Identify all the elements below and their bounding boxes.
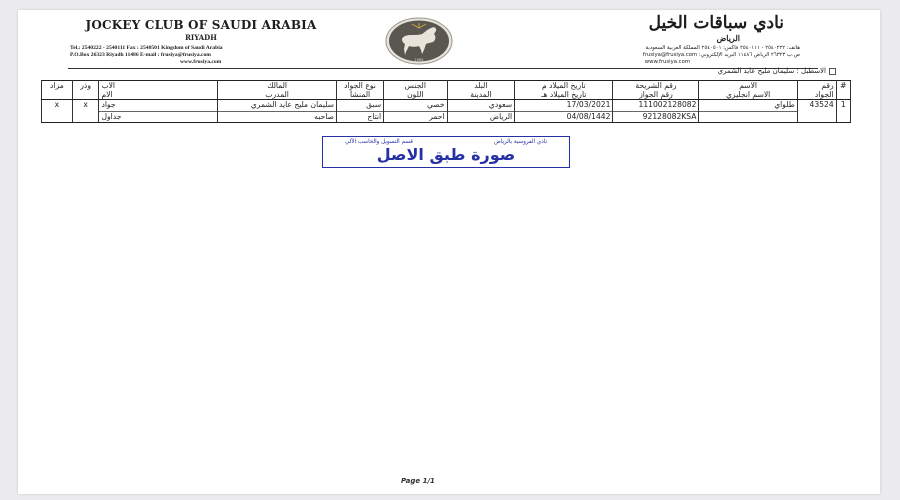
- cell-auction: x: [42, 100, 73, 112]
- table-row: [42, 112, 851, 123]
- horse-table: [41, 80, 851, 123]
- col-dam: الام: [99, 90, 218, 100]
- col-wthr-sub: [72, 90, 99, 100]
- document-page: [18, 10, 880, 494]
- col-index-sub: [836, 90, 850, 100]
- col-sex: الجنس: [384, 81, 447, 91]
- address-en: P.O.Box 26323 Riyadh 11486 E-mail : frusiya@frusiya.com: [70, 52, 211, 58]
- col-type: نوع الجواد: [337, 81, 384, 91]
- col-dob: تاريخ الميلاد م: [515, 81, 613, 91]
- cell-type: سبق: [337, 100, 384, 112]
- col-owner: المالك: [218, 81, 337, 91]
- col-auction-sub: [42, 90, 73, 100]
- col-name-en: الاسم انجليزي: [699, 90, 797, 100]
- col-city: المدينة: [447, 90, 515, 100]
- cell-chip: 111002128082: [613, 100, 699, 112]
- certified-copy-stamp: [322, 136, 570, 168]
- club-logo: [384, 16, 454, 66]
- cell-empty: [42, 112, 73, 123]
- header-arabic: [500, 14, 800, 66]
- cell-name-en: [699, 112, 797, 123]
- cell-city: الرياض: [447, 112, 515, 123]
- address-ar: ص.ب ٢٦٣٢٣ الرياض ١١٤٨٦ البريد الإلكتروني: frusiya@frusiya.com: [642, 52, 800, 58]
- cell-index: 1: [836, 100, 850, 112]
- website-ar: www.frusiya.com: [644, 59, 690, 65]
- cell-country: سعودي: [447, 100, 515, 112]
- col-color: اللون: [384, 90, 447, 100]
- col-dob-hijri: تاريخ الميلاد هـ: [515, 90, 613, 100]
- cell-dob: 17/03/2021: [515, 100, 613, 112]
- table-header-row: [42, 81, 851, 91]
- page-number: Page 1/1: [401, 477, 435, 485]
- website-en: www.frusiya.com: [180, 59, 222, 65]
- cell-dam: جداول: [99, 112, 218, 123]
- contact-ar: هاتف: ٢٥٤٠٢٢٢ - ٢٥٤٠١١١ فاكس: ٢٥٤٠٥٠١ المملكة العربية السعودية: [645, 45, 800, 51]
- checkbox-icon: [829, 68, 836, 75]
- stamp-org: نادي الفروسية بالرياض: [493, 139, 547, 145]
- club-name-ar: نادي سباقات الخيل: [648, 13, 784, 33]
- col-auction: مزاد: [42, 81, 73, 91]
- cell-color: احمر: [384, 112, 447, 123]
- header-english: [70, 18, 370, 66]
- cell-passport: 92128082KSA: [613, 112, 699, 123]
- club-city-en: RIYADH: [185, 33, 217, 42]
- contact-en: Tel.: 2540222 - 2540111 Fax : 2540501 Kingdom of Saudi Arabia: [70, 45, 223, 51]
- header-divider: [68, 68, 818, 69]
- cell-empty: [72, 112, 99, 123]
- cell-owner: سليمان مليح عايد الشمري: [218, 100, 337, 112]
- table-row: [42, 100, 851, 112]
- col-name: الاسم: [699, 81, 797, 91]
- cell-empty: [797, 112, 836, 123]
- table-header-row: [42, 90, 851, 100]
- cell-empty: [836, 112, 850, 123]
- col-country: البلد: [447, 81, 515, 91]
- cell-horse-number: 43524: [797, 100, 836, 112]
- club-name-en: JOCKEY CLUB OF SAUDI ARABIA: [85, 18, 317, 32]
- col-index: #: [836, 81, 850, 91]
- club-city-ar: الرياض: [716, 33, 740, 43]
- col-trainer: المدرب: [218, 90, 337, 100]
- col-horse: الجواد: [797, 90, 836, 100]
- logo-year: 1965: [414, 58, 424, 62]
- col-chip: رقم الشريحة: [613, 81, 699, 91]
- cell-horse-name: طلواي: [699, 100, 797, 112]
- col-number: رقم: [797, 81, 836, 91]
- cell-origin: انتاج: [337, 112, 384, 123]
- stamp-dept: قسم التسويل والحاسب الآلي: [345, 139, 413, 145]
- cell-sire: جواد: [99, 100, 218, 112]
- cell-trainer: صاحبه: [218, 112, 337, 123]
- stamp-text: صورة طبق الاصل: [376, 145, 516, 164]
- cell-dob-hijri: 04/08/1442: [515, 112, 613, 123]
- col-wthr: وذر: [72, 81, 99, 91]
- cell-sex: خصي: [384, 100, 447, 112]
- col-passport: رقم الجواز: [613, 90, 699, 100]
- stable-label: [718, 67, 836, 75]
- stable-text: الاسطبل : سليمان مليح عايد الشمري: [717, 67, 826, 75]
- col-origin: المنشأ: [337, 90, 384, 100]
- col-sire: الاب: [99, 81, 218, 91]
- cell-wthr: x: [72, 100, 99, 112]
